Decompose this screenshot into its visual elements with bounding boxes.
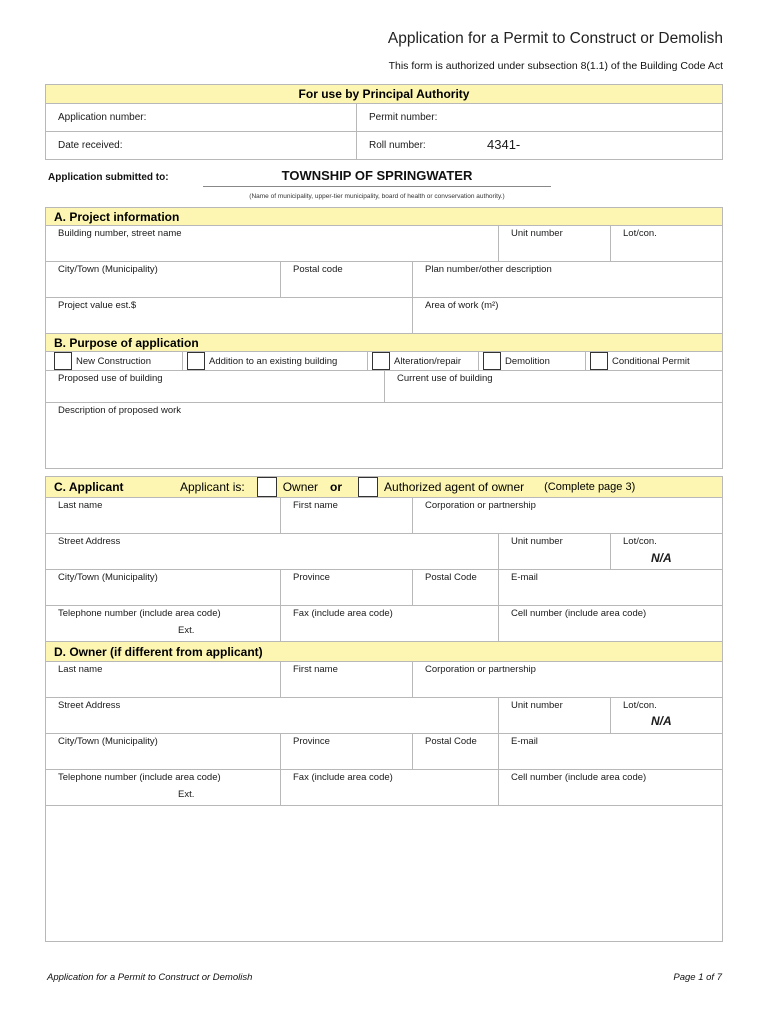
submitted-to-label: Application submitted to: <box>48 172 169 183</box>
project-purpose-table <box>45 207 723 469</box>
section-d-heading: D. Owner (if different from applicant) <box>46 642 723 662</box>
option-label: Alteration/repair <box>394 355 462 367</box>
owner-province-field[interactable]: Province <box>281 734 413 770</box>
applicant-postal-field[interactable]: Postal Code <box>413 570 499 606</box>
form-authority-note: This form is authorized under subsection 8(1.1) of the Building Code Act <box>388 60 723 72</box>
applicant-owner-table <box>45 476 723 942</box>
municipality-note: (Name of municipality, upper-tier municipality, board of health or convservation authority.) <box>249 193 505 200</box>
application-number-field[interactable]: Application number: <box>46 104 357 132</box>
owner-ext-label: Ext. <box>178 789 195 800</box>
applicant-cell-field[interactable]: Cell number (include area code) <box>499 606 723 642</box>
unit-number-field[interactable]: Unit number <box>499 226 611 262</box>
description-work-field[interactable]: Description of proposed work <box>46 403 723 469</box>
owner-email-field[interactable]: E-mail <box>499 734 723 770</box>
owner-lot-field[interactable] <box>611 698 723 734</box>
purpose-options-row <box>46 352 723 371</box>
owner-postal-field[interactable]: Postal Code <box>413 734 499 770</box>
addition-checkbox[interactable] <box>187 352 205 370</box>
applicant-email-field[interactable]: E-mail <box>499 570 723 606</box>
agent-label: Authorized agent of owner <box>384 480 525 494</box>
roll-number-field[interactable] <box>357 132 723 160</box>
current-use-field[interactable]: Current use of building <box>385 371 723 403</box>
applicant-last-name-field[interactable]: Last name <box>46 498 281 534</box>
owner-lot-label: Lot/con. <box>623 700 657 711</box>
lot-con-field[interactable]: Lot/con. <box>611 226 723 262</box>
municipality-underline <box>203 186 551 187</box>
demolition-checkbox[interactable] <box>483 352 501 370</box>
new-construction-checkbox[interactable] <box>54 352 72 370</box>
roll-number-value: 4341- <box>487 137 521 152</box>
option-conditional[interactable] <box>586 352 720 370</box>
option-new-construction[interactable] <box>46 352 183 370</box>
applicant-is-label: Applicant is: <box>180 480 245 494</box>
owner-cell-field[interactable]: Cell number (include area code) <box>499 770 723 806</box>
municipality-name[interactable]: TOWNSHIP OF SPRINGWATER <box>281 168 473 183</box>
option-alteration[interactable] <box>368 352 479 370</box>
conditional-checkbox[interactable] <box>590 352 608 370</box>
section-c-heading: C. Applicant <box>54 480 124 494</box>
owner-fax-field[interactable]: Fax (include area code) <box>281 770 499 806</box>
blank-area <box>46 806 723 942</box>
applicant-lot-label: Lot/con. <box>623 536 657 547</box>
page-number: Page 1 of 7 <box>673 972 722 983</box>
building-street-field[interactable]: Building number, street name <box>46 226 499 262</box>
applicant-telephone-label: Telephone number (include area code) <box>58 608 221 619</box>
owner-last-name-field[interactable]: Last name <box>46 662 281 698</box>
option-addition[interactable] <box>183 352 368 370</box>
applicant-ext-label: Ext. <box>178 625 195 636</box>
area-of-work-field[interactable]: Area of work (m²) <box>413 298 723 334</box>
applicant-corporation-field[interactable]: Corporation or partnership <box>413 498 723 534</box>
owner-checkbox[interactable] <box>257 477 277 497</box>
owner-street-field[interactable]: Street Address <box>46 698 499 734</box>
applicant-fax-field[interactable]: Fax (include area code) <box>281 606 499 642</box>
owner-telephone-label: Telephone number (include area code) <box>58 772 221 783</box>
applicant-province-field[interactable]: Province <box>281 570 413 606</box>
applicant-lot-value: N/A <box>651 551 672 565</box>
applicant-telephone-field[interactable] <box>46 606 281 642</box>
authority-heading: For use by Principal Authority <box>46 85 723 104</box>
permit-number-field[interactable]: Permit number: <box>357 104 723 132</box>
option-demolition[interactable] <box>479 352 586 370</box>
option-label: New Construction <box>76 355 151 367</box>
owner-label: Owner <box>282 480 319 494</box>
applicant-unit-field[interactable]: Unit number <box>499 534 611 570</box>
section-c-header <box>46 477 723 498</box>
owner-first-name-field[interactable]: First name <box>281 662 413 698</box>
applicant-street-field[interactable]: Street Address <box>46 534 499 570</box>
plan-number-field[interactable]: Plan number/other description <box>413 262 723 298</box>
owner-telephone-field[interactable] <box>46 770 281 806</box>
agent-checkbox[interactable] <box>358 477 378 497</box>
applicant-first-name-field[interactable]: First name <box>281 498 413 534</box>
complete-page-note: (Complete page 3) <box>544 481 636 493</box>
applicant-city-field[interactable]: City/Town (Municipality) <box>46 570 281 606</box>
section-a-heading: A. Project information <box>46 208 723 226</box>
owner-city-field[interactable]: City/Town (Municipality) <box>46 734 281 770</box>
form-title: Application for a Permit to Construct or Demolish <box>387 30 723 47</box>
owner-lot-value: N/A <box>651 714 672 728</box>
proposed-use-field[interactable]: Proposed use of building <box>46 371 385 403</box>
postal-code-field[interactable]: Postal code <box>281 262 413 298</box>
applicant-lot-field[interactable] <box>611 534 723 570</box>
city-town-field[interactable]: City/Town (Municipality) <box>46 262 281 298</box>
option-label: Addition to an existing building <box>209 355 338 367</box>
roll-number-label: Roll number: <box>369 140 426 151</box>
authority-table <box>45 84 723 160</box>
alteration-checkbox[interactable] <box>372 352 390 370</box>
project-value-field[interactable]: Project value est.$ <box>46 298 413 334</box>
owner-unit-field[interactable]: Unit number <box>499 698 611 734</box>
or-label: or <box>330 480 343 494</box>
section-b-heading: B. Purpose of application <box>46 334 723 352</box>
footer-form-title: Application for a Permit to Construct or Demolish <box>47 972 253 983</box>
option-label: Conditional Permit <box>612 355 690 367</box>
date-received-field[interactable]: Date received: <box>46 132 357 160</box>
option-label: Demolition <box>505 355 550 367</box>
owner-corporation-field[interactable]: Corporation or partnership <box>413 662 723 698</box>
